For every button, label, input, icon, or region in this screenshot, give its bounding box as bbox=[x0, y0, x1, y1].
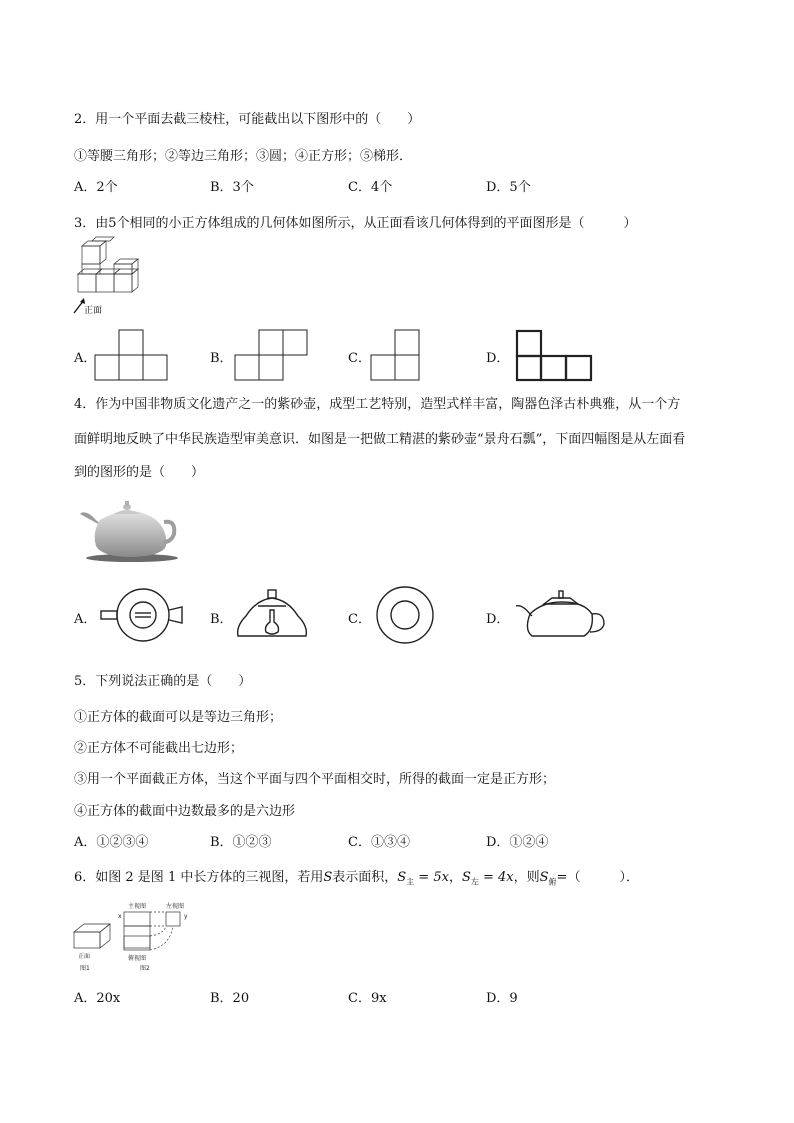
q2-option-a[interactable]: A．2个 bbox=[74, 180, 118, 195]
q3-option-c[interactable]: C． bbox=[348, 351, 371, 366]
q6-option-b[interactable]: B．20 bbox=[210, 991, 250, 1006]
q6-fig1-label: 图1 bbox=[80, 965, 90, 972]
q5-stem: 5．下列说法正确的是（ ） bbox=[74, 674, 252, 689]
q3-option-b[interactable]: B． bbox=[210, 351, 233, 366]
q6-option-d[interactable]: D．9 bbox=[486, 991, 518, 1006]
q6-three-view-figure bbox=[70, 896, 200, 976]
q4-option-c[interactable]: C． bbox=[348, 612, 371, 627]
q6-s-main: $S_主 = 5x$ bbox=[397, 870, 449, 887]
q6-option-a[interactable]: A．20x bbox=[74, 991, 121, 1006]
q3-option-a[interactable]: A． bbox=[74, 351, 97, 366]
q6-left-view-label: 左视图 bbox=[166, 903, 185, 910]
q4-option-b-figure bbox=[232, 582, 312, 642]
q6-stem-part-d: =（ ）． bbox=[556, 870, 639, 885]
q4-option-d[interactable]: D． bbox=[486, 612, 510, 627]
q5-statement-2: ②正方体不可能截出七边形； bbox=[74, 741, 244, 756]
q6-s-top: $S_俯$ bbox=[539, 870, 557, 887]
q6-stem-part-c: ，则 bbox=[513, 870, 540, 885]
q5-option-c[interactable]: C．①③④ bbox=[348, 835, 410, 850]
q5-option-d[interactable]: D．①②④ bbox=[486, 835, 549, 850]
q3-option-c-figure bbox=[370, 329, 424, 381]
q6-top-view-label: 俯视图 bbox=[128, 955, 147, 962]
q6-var-s: S bbox=[323, 870, 333, 885]
q3-option-a-figure bbox=[94, 329, 170, 381]
q6-stem-part-b: 表示面积， bbox=[332, 870, 398, 885]
q5-statement-4: ④正方体的截面中边数最多的是六边形 bbox=[74, 804, 296, 819]
q6-s-left: $S_左 = 4x$ bbox=[461, 870, 514, 887]
q4-option-a-figure bbox=[96, 586, 186, 644]
q3-cube-figure bbox=[70, 240, 150, 318]
q5-option-a[interactable]: A．①②③④ bbox=[74, 835, 149, 850]
q2-items: ①等腰三角形；②等边三角形；③圆；④正方形；⑤梯形． bbox=[74, 149, 413, 164]
q4-option-b[interactable]: B． bbox=[210, 612, 233, 627]
q6-y-label: y bbox=[184, 913, 188, 920]
q6-x-label: x bbox=[118, 913, 122, 920]
q4-line-2: 面鲜明地反映了中华民族造型审美意识．如图是一把做工精湛的紫砂壶“景舟石瓢”，下面四幅图是从左面看 bbox=[74, 432, 686, 447]
q4-line-3: 到的图形的是（ ） bbox=[74, 465, 205, 480]
q6-fig2-label: 图2 bbox=[140, 965, 150, 972]
teapot-photo bbox=[72, 496, 182, 564]
q2-stem: 2．用一个平面去截三棱柱，可能截出以下图形中的（ ） bbox=[74, 112, 421, 127]
q2-option-b[interactable]: B．3个 bbox=[210, 180, 254, 195]
q4-option-c-figure bbox=[372, 584, 438, 646]
q5-option-b[interactable]: B．①②③ bbox=[210, 835, 272, 850]
q6-stem-part-a: 6．如图 2 是图 1 中长方体的三视图，若用 bbox=[74, 870, 324, 885]
q3-front-label: 正面 bbox=[84, 306, 103, 316]
q6-option-c[interactable]: C．9x bbox=[348, 991, 387, 1006]
q6-front-label: 正面 bbox=[78, 953, 91, 960]
q3-option-d-figure bbox=[515, 329, 595, 381]
q6-stem: 6．如图 2 是图 1 中长方体的三视图，若用S表示面积，$S_主 = 5x$，$S_左 = 4x$，则$S_俯=$（ ）． bbox=[74, 870, 639, 887]
q3-stem: 3．由5个相同的小正方体组成的几何体如图所示，从正面看该几何体得到的平面图形是（ ） bbox=[74, 216, 637, 231]
q4-line-1: 4．作为中国非物质文化遗产之一的紫砂壶，成型工艺特别，造型式样丰富，陶器色泽古朴典雅，从一个方 bbox=[74, 397, 681, 412]
q6-main-view-label: 主视图 bbox=[128, 903, 147, 910]
q5-statement-3: ③用一个平面截正方体，当这个平面与四个平面相交时，所得的截面一定是正方形； bbox=[74, 772, 556, 787]
q4-option-a[interactable]: A． bbox=[74, 612, 97, 627]
q4-option-d-figure bbox=[512, 586, 608, 642]
q2-option-d[interactable]: D．5个 bbox=[486, 180, 531, 195]
q3-option-d[interactable]: D． bbox=[486, 351, 510, 366]
q3-option-b-figure bbox=[234, 329, 310, 381]
q2-option-c[interactable]: C．4个 bbox=[348, 180, 393, 195]
q5-statement-1: ①正方体的截面可以是等边三角形； bbox=[74, 710, 283, 725]
